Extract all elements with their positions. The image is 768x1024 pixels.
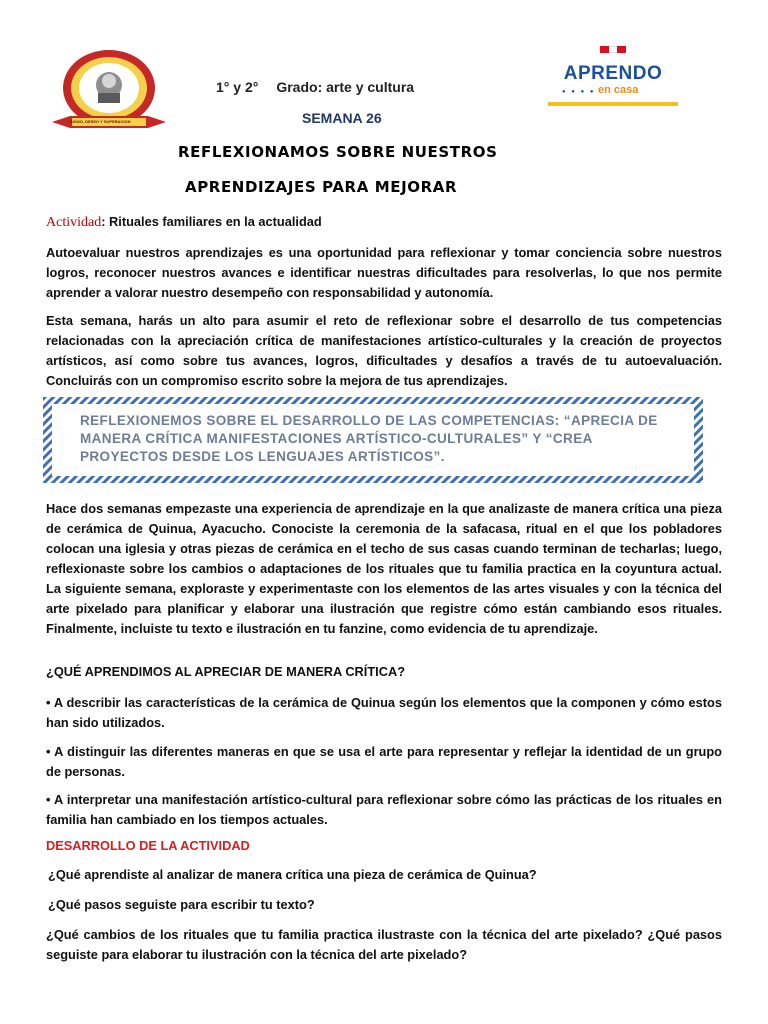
development-question: ¿Qué pasos seguiste para escribir tu texto? (48, 897, 315, 912)
recap-paragraph: Hace dos semanas empezaste una experiencia de aprendizaje en la que analizaste de manera crítica una pieza de cerámica de Quinua, Ayacucho. Conociste la ceremonia de la safacasa, ritual en el que los pobladores colocan una iglesia y otras piezas de cerámica en el techo de sus casas cuando terminan de techarlas; luego, reflexionaste sobre los cambios o adaptaciones de los rituales que tu familia practica en la coyuntura actual. La siguiente semana, exploraste y experimentaste con los elementos de las artes visuales y con la técnica del arte pixelado para planificar y elaborar una ilustración que registre cómo están cambiando esos rituales. Finalmente, incluiste tu texto e ilustración en tu fanzine, como evidencia de tu aprendizaje. (46, 501, 722, 636)
aprendo-word: APRENDO (563, 63, 663, 84)
learned-bullet: • A describir las características de la cerámica de Quinua según los elementos que la componen y cómo estos han sido utilizados. (46, 695, 722, 730)
learned-heading: ¿QUÉ APRENDIMOS AL APRECIAR DE MANERA CRÍTICA? (46, 664, 406, 679)
week-label: SEMANA 26 (302, 110, 382, 126)
dots-decoration: ● ● ● ● (562, 89, 596, 95)
grades: 1° y 2° (216, 79, 259, 95)
learned-bullet: • A interpretar una manifestación artístico-cultural para reflexionar sobre cómo las prácticas de los rituales en familia han cambiado en los tiempos actuales. (46, 792, 722, 827)
en-casa-word: en casa (598, 84, 639, 96)
competencies-banner-text: REFLEXIONEMOS SOBRE EL DESARROLLO DE LAS COMPETENCIAS: “APRECIA DE MANERA CRÍTICA MANIFESTACIONES ARTÍSTICO-CULTURALES” Y “CREA PROYECTOS DESDE LOS LENGUAJES ARTÍSTICOS”. (80, 413, 658, 464)
development-heading: DESARROLLO DE LA ACTIVIDAD (46, 838, 250, 853)
peru-flag-icon (600, 46, 626, 53)
activity-label: Actividad (46, 215, 102, 230)
page-title-line1: REFLEXIONAMOS SOBRE NUESTROS (178, 143, 498, 161)
aprendo-en-casa-logo (548, 44, 678, 106)
week-paragraph: Esta semana, harás un alto para asumir el reto de reflexionar sobre el desarrollo de tus competencias relacionadas con la apreciación crítica de manifestaciones artístico-culturales y la creación de proyectos artísticos, así como sobre tus avances, logros, dificultades y desafíos a través de tu autoevaluación. Concluirás con un compromiso escrito sobre la mejora de tus aprendizajes. (46, 313, 722, 388)
grade-line (216, 79, 414, 95)
activity-title: Rituales familiares en la actualidad (109, 214, 322, 229)
area: Grado: arte y cultura (276, 79, 415, 95)
page-title-line2: APRENDIZAJES PARA MEJORAR (185, 178, 458, 196)
intro-paragraph: Autoevaluar nuestros aprendizajes es una oportunidad para reflexionar y tomar conciencia sobre nuestros logros, reconocer nuestros avances e identificar nuestras dificultades para resolverlas, lo que nos permite aprender a valorar nuestro desempeño con responsabilidad y autonomía. (46, 245, 722, 300)
activity-line (46, 214, 322, 231)
seal-motto: SIGNO, DESEO Y SUPERACION (70, 119, 131, 124)
activity-colon: : (101, 214, 110, 229)
development-question: ¿Qué cambios de los rituales que tu familia practica ilustraste con la técnica del arte pixelado? ¿Qué pasos seguiste para elaborar tu ilustración con la técnica del arte pixelado? (46, 927, 722, 962)
development-question: ¿Qué aprendiste al analizar de manera crítica una pieza de cerámica de Quinua? (48, 867, 537, 882)
learned-bullet: • A distinguir las diferentes maneras en que se usa el arte para representar y reflejar la identidad de un grupo de personas. (46, 744, 722, 779)
logo-underline (548, 102, 678, 106)
